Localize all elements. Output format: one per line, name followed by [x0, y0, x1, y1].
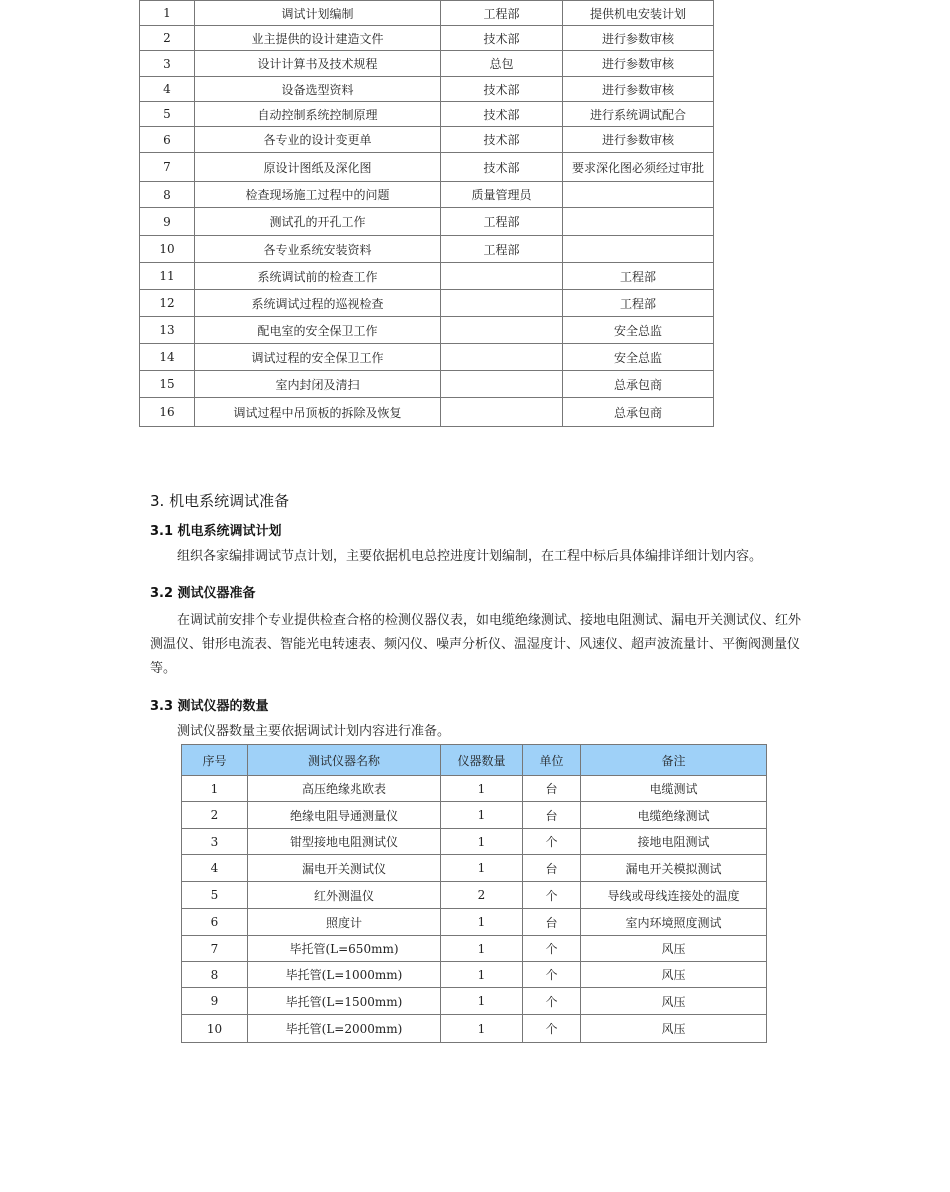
remark: 要求深化图必须经过审批: [563, 153, 714, 182]
instrument-name: 漏电开关测试仪: [248, 855, 441, 882]
row-number: 10: [140, 236, 195, 263]
row-number: 12: [140, 290, 195, 317]
table-row: [140, 51, 714, 77]
item-name: 设计计算书及技术规程: [195, 51, 441, 77]
row-number: 15: [140, 371, 195, 398]
quantity: 1: [441, 909, 523, 936]
item-name: 业主提供的设计建造文件: [195, 26, 441, 51]
remark: 总承包商: [563, 371, 714, 398]
unit: 台: [523, 855, 581, 882]
table-row: [140, 317, 714, 344]
section-3-heading: 3. 机电系统调试准备: [150, 492, 290, 510]
section-3-1-paragraph: 组织各家编排调试节点计划，主要依据机电总控进度计划编制，在工程中标后具体编排详细计划内容。: [177, 549, 763, 564]
responsible-dept: 工程部: [441, 208, 563, 236]
table-row: [182, 776, 767, 802]
table-row: [182, 988, 767, 1015]
row-number: 13: [140, 317, 195, 344]
header-quantity: 仪器数量: [441, 745, 523, 776]
row-number: 4: [140, 77, 195, 102]
unit: 个: [523, 988, 581, 1015]
item-name: 测试孔的开孔工作: [195, 208, 441, 236]
responsible-dept: 技术部: [441, 102, 563, 127]
remark: 漏电开关模拟测试: [581, 855, 767, 882]
unit: 台: [523, 802, 581, 829]
remark: 工程部: [563, 290, 714, 317]
remark: 安全总监: [563, 344, 714, 371]
quantity: 1: [441, 936, 523, 962]
item-name: 调试过程的安全保卫工作: [195, 344, 441, 371]
item-name: 调试计划编制: [195, 1, 441, 26]
responsible-dept: 工程部: [441, 1, 563, 26]
responsible-dept: 总包: [441, 51, 563, 77]
row-number: 4: [182, 855, 248, 882]
unit: 个: [523, 882, 581, 909]
remark: 风压: [581, 988, 767, 1015]
unit: 个: [523, 1015, 581, 1043]
unit: 个: [523, 962, 581, 988]
responsible-dept: [441, 398, 563, 427]
remark: 风压: [581, 1015, 767, 1043]
table-header-row: [182, 745, 767, 776]
instrument-name: 毕托管(L=1500mm): [248, 988, 441, 1015]
responsibility-table: [139, 0, 714, 427]
quantity: 1: [441, 1015, 523, 1043]
responsible-dept: 技术部: [441, 77, 563, 102]
table-row: [140, 236, 714, 263]
responsible-dept: [441, 371, 563, 398]
remark: 进行系统调试配合: [563, 102, 714, 127]
section-3-2-heading: 3.2 测试仪器准备: [150, 586, 256, 601]
instrument-name: 毕托管(L=2000mm): [248, 1015, 441, 1043]
responsible-dept: [441, 290, 563, 317]
responsible-dept: 技术部: [441, 26, 563, 51]
remark: 风压: [581, 962, 767, 988]
instrument-table: [181, 744, 767, 1043]
row-number: 6: [140, 127, 195, 153]
instrument-name: 高压绝缘兆欧表: [248, 776, 441, 802]
row-number: 5: [140, 102, 195, 127]
row-number: 14: [140, 344, 195, 371]
row-number: 2: [182, 802, 248, 829]
responsible-dept: 工程部: [441, 236, 563, 263]
table-row: [182, 909, 767, 936]
table-row: [140, 398, 714, 427]
quantity: 1: [441, 802, 523, 829]
table-row: [140, 77, 714, 102]
header-no: 序号: [182, 745, 248, 776]
instrument-name: 毕托管(L=1000mm): [248, 962, 441, 988]
row-number: 10: [182, 1015, 248, 1043]
remark: [563, 236, 714, 263]
item-name: 检查现场施工过程中的问题: [195, 182, 441, 208]
row-number: 7: [140, 153, 195, 182]
table-row: [140, 102, 714, 127]
row-number: 2: [140, 26, 195, 51]
item-name: 调试过程中吊顶板的拆除及恢复: [195, 398, 441, 427]
remark: [563, 182, 714, 208]
unit: 台: [523, 776, 581, 802]
responsible-dept: 技术部: [441, 153, 563, 182]
table-row: [182, 829, 767, 855]
row-number: 1: [140, 1, 195, 26]
table-row: [140, 182, 714, 208]
remark: 总承包商: [563, 398, 714, 427]
quantity: 1: [441, 829, 523, 855]
section-3-2-paragraph: 在调试前安排个专业提供检查合格的检测仪器仪表，如电缆绝缘测试、接地电阻测试、漏电开关测试仪、红外测温仪、钳形电流表、智能光电转速表、频闪仪、噪声分析仪、温湿度计、风速仪、超声波流量计、平衡阀测量仪等。: [150, 613, 802, 676]
table-row: [182, 882, 767, 909]
responsible-dept: [441, 317, 563, 344]
section-3-3-heading: 3.3 测试仪器的数量: [150, 699, 269, 714]
row-number: 9: [182, 988, 248, 1015]
item-name: 室内封闭及清扫: [195, 371, 441, 398]
instrument-name: 钳型接地电阻测试仪: [248, 829, 441, 855]
responsible-dept: 技术部: [441, 127, 563, 153]
item-name: 系统调试前的检查工作: [195, 263, 441, 290]
header-unit: 单位: [523, 745, 581, 776]
remark: 风压: [581, 936, 767, 962]
row-number: 7: [182, 936, 248, 962]
item-name: 原设计图纸及深化图: [195, 153, 441, 182]
remark: [563, 208, 714, 236]
responsible-dept: [441, 344, 563, 371]
row-number: 8: [140, 182, 195, 208]
instrument-name: 照度计: [248, 909, 441, 936]
unit: 个: [523, 829, 581, 855]
quantity: 1: [441, 988, 523, 1015]
quantity: 1: [441, 776, 523, 802]
item-name: 各专业的设计变更单: [195, 127, 441, 153]
row-number: 6: [182, 909, 248, 936]
table-row: [140, 290, 714, 317]
responsible-dept: 质量管理员: [441, 182, 563, 208]
remark: 提供机电安装计划: [563, 1, 714, 26]
table-row: [140, 371, 714, 398]
instrument-name: 毕托管(L=650mm): [248, 936, 441, 962]
responsible-dept: [441, 263, 563, 290]
remark: 进行参数审核: [563, 77, 714, 102]
row-number: 9: [140, 208, 195, 236]
table-row: [140, 26, 714, 51]
table-row: [140, 344, 714, 371]
item-name: 配电室的安全保卫工作: [195, 317, 441, 344]
item-name: 自动控制系统控制原理: [195, 102, 441, 127]
header-instrument-name: 测试仪器名称: [248, 745, 441, 776]
remark: 进行参数审核: [563, 51, 714, 77]
section-3-1-heading: 3.1 机电系统调试计划: [150, 524, 282, 539]
row-number: 3: [140, 51, 195, 77]
remark: 室内环境照度测试: [581, 909, 767, 936]
table-row: [182, 1015, 767, 1043]
section-3-3-paragraph: 测试仪器数量主要依据调试计划内容进行准备。: [177, 724, 451, 739]
item-name: 系统调试过程的巡视检查: [195, 290, 441, 317]
row-number: 3: [182, 829, 248, 855]
table-row: [140, 263, 714, 290]
quantity: 2: [441, 882, 523, 909]
remark: 安全总监: [563, 317, 714, 344]
unit: 个: [523, 936, 581, 962]
quantity: 1: [441, 855, 523, 882]
table-row: [140, 208, 714, 236]
row-number: 1: [182, 776, 248, 802]
remark: 工程部: [563, 263, 714, 290]
unit: 台: [523, 909, 581, 936]
remark: 接地电阻测试: [581, 829, 767, 855]
row-number: 8: [182, 962, 248, 988]
row-number: 11: [140, 263, 195, 290]
table-row: [140, 153, 714, 182]
instrument-name: 绝缘电阻导通测量仪: [248, 802, 441, 829]
remark: 进行参数审核: [563, 127, 714, 153]
row-number: 5: [182, 882, 248, 909]
instrument-name: 红外测温仪: [248, 882, 441, 909]
header-remark: 备注: [581, 745, 767, 776]
table-row: [140, 127, 714, 153]
remark: 进行参数审核: [563, 26, 714, 51]
row-number: 16: [140, 398, 195, 427]
remark: 电缆测试: [581, 776, 767, 802]
remark: 导线或母线连接处的温度: [581, 882, 767, 909]
item-name: 设备选型资料: [195, 77, 441, 102]
quantity: 1: [441, 962, 523, 988]
item-name: 各专业系统安装资料: [195, 236, 441, 263]
table-row: [182, 802, 767, 829]
table-row: [182, 855, 767, 882]
table-row: [182, 962, 767, 988]
remark: 电缆绝缘测试: [581, 802, 767, 829]
table-row: [140, 1, 714, 26]
table-row: [182, 936, 767, 962]
